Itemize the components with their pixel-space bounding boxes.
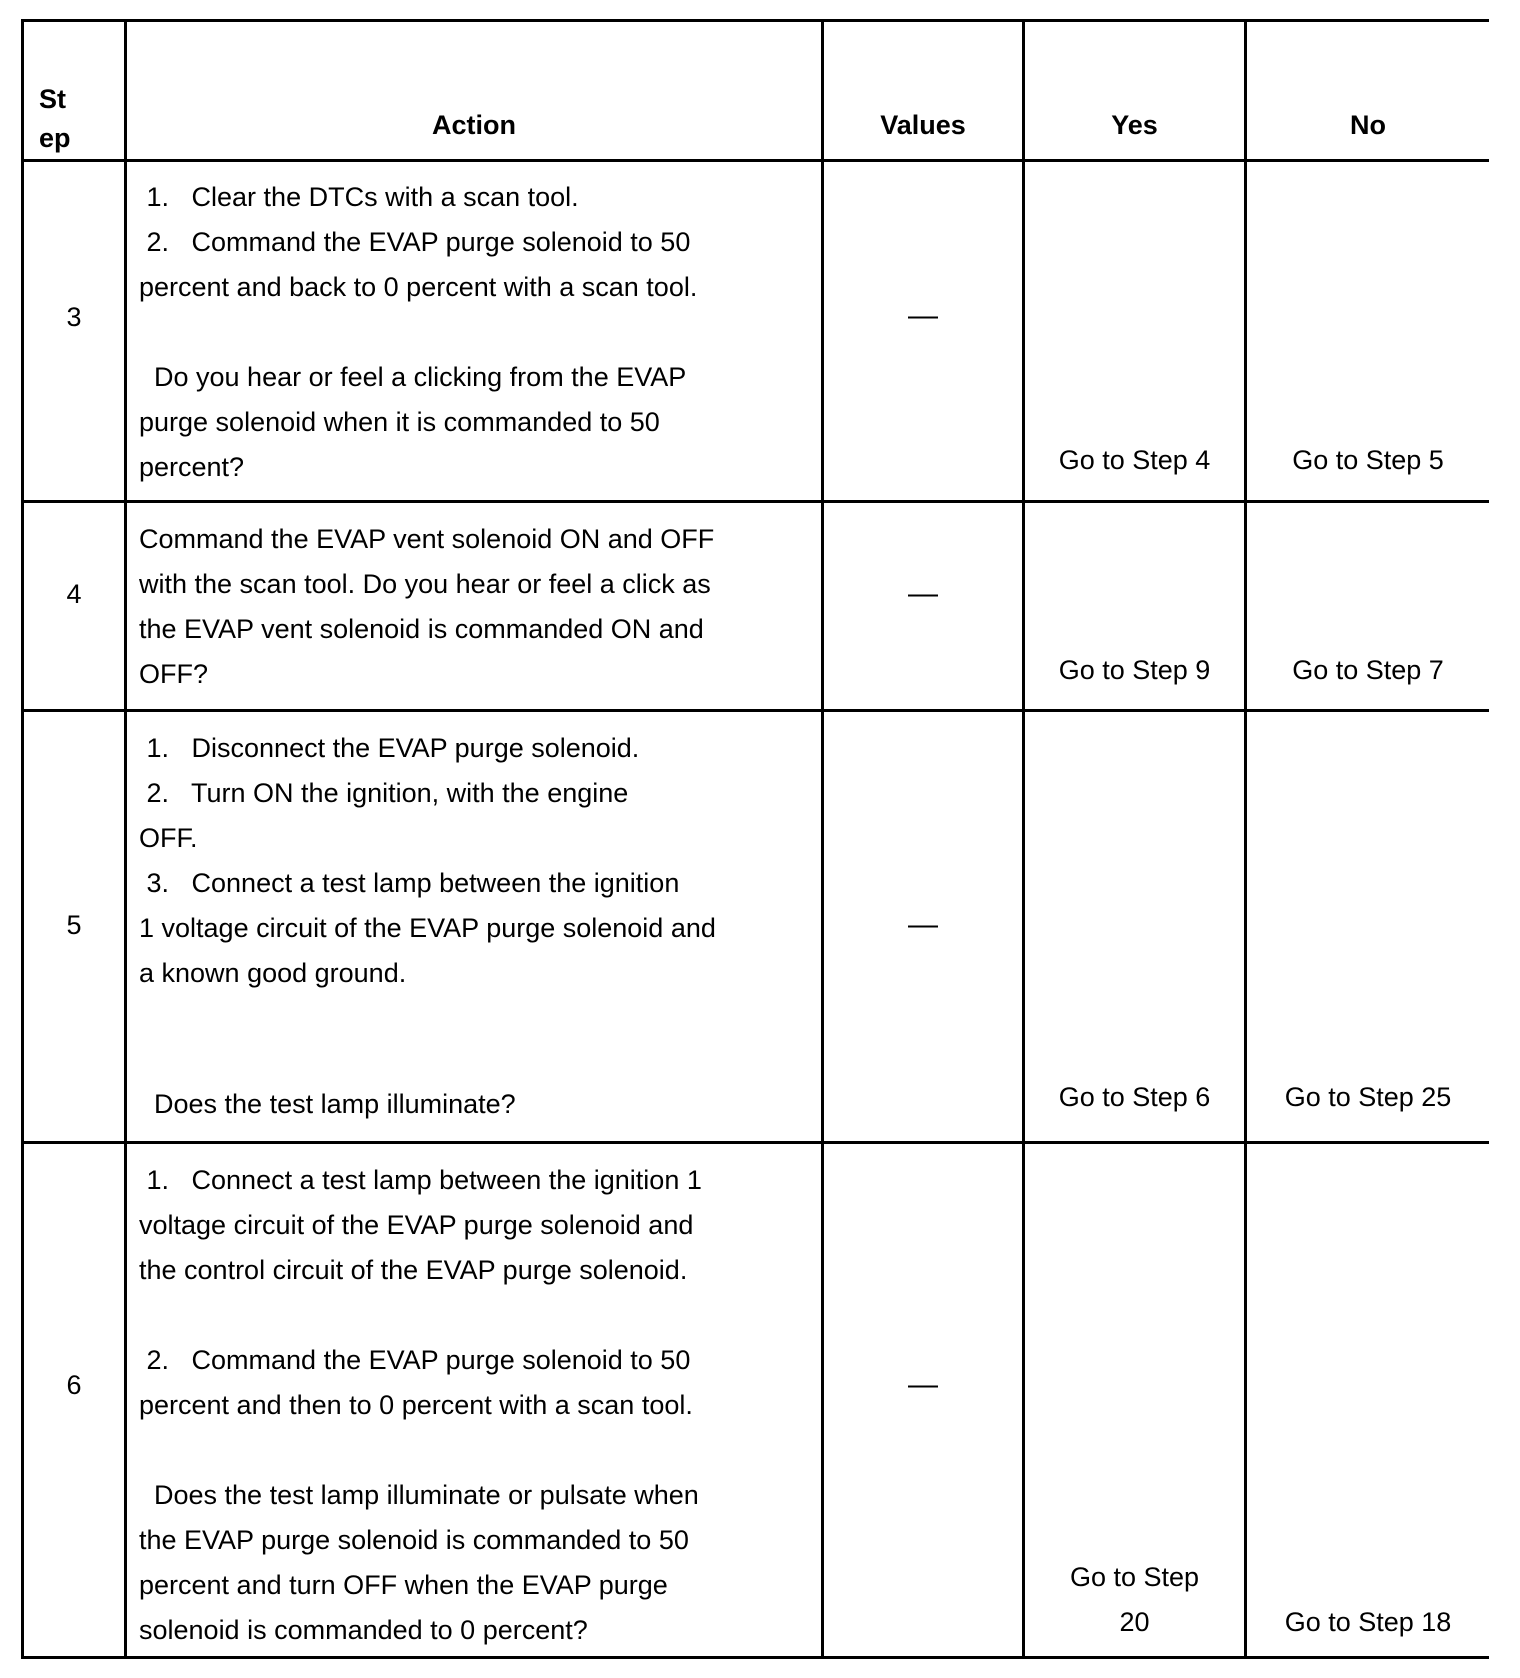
no-link[interactable]: Go to Step 18 xyxy=(1284,1607,1452,1637)
yes-link[interactable]: Go to Step 9 xyxy=(1058,655,1211,685)
value-dash: — xyxy=(908,908,938,941)
diagnostic-table xyxy=(21,19,1489,1659)
yes-cell xyxy=(1025,712,1247,1141)
step-number: 5 xyxy=(66,910,82,940)
step-cell xyxy=(24,1144,127,1659)
values-cell xyxy=(824,712,1025,1141)
step-number: 4 xyxy=(66,579,82,609)
action-cell xyxy=(127,162,824,500)
header-yes-cell xyxy=(1025,22,1247,159)
action-cell xyxy=(127,503,824,709)
yes-cell xyxy=(1025,162,1247,500)
table-row xyxy=(24,503,1489,712)
values-cell xyxy=(824,503,1025,709)
values-cell xyxy=(824,162,1025,500)
no-link[interactable]: Go to Step 25 xyxy=(1284,1082,1452,1112)
step-cell xyxy=(24,712,127,1141)
header-step: St ep xyxy=(39,84,71,153)
table-row xyxy=(24,162,1489,503)
values-cell xyxy=(824,1144,1025,1659)
no-link[interactable]: Go to Step 5 xyxy=(1292,445,1444,475)
value-dash: — xyxy=(908,1368,938,1401)
action-cell xyxy=(127,712,824,1141)
table-row xyxy=(24,1144,1489,1659)
header-action-cell xyxy=(127,22,824,159)
table-header-row xyxy=(24,22,1489,162)
yes-link[interactable]: Go to Step 4 xyxy=(1058,445,1211,475)
yes-link[interactable]: Go to Step 20 xyxy=(1069,1562,1200,1637)
header-values: Values xyxy=(880,110,966,140)
header-no: No xyxy=(1350,110,1386,140)
action-text: 1. Connect a test lamp between the ignition 1 voltage circuit of the EVAP purge solenoid and the control circuit of the EVAP purge solenoid. 2. Command the EVAP purge solenoid to 50 percent and then to 0 percent with a scan tool. Does the test lamp illuminate or pulsate when the EVAP purge solenoid is commanded to 50 percent and turn OFF when the EVAP purge solenoid is commanded to 0 percent? xyxy=(139,1165,702,1645)
value-dash: — xyxy=(908,577,938,610)
no-cell xyxy=(1247,503,1489,709)
header-yes: Yes xyxy=(1111,110,1158,140)
header-step-cell xyxy=(24,22,127,159)
no-link[interactable]: Go to Step 7 xyxy=(1292,655,1444,685)
action-text: Command the EVAP vent solenoid ON and OFF with the scan tool. Do you hear or feel a click as the EVAP vent solenoid is commanded ON and OFF? xyxy=(139,524,715,689)
step-cell xyxy=(24,503,127,709)
step-number: 6 xyxy=(66,1370,82,1400)
step-number: 3 xyxy=(66,302,82,332)
step-cell xyxy=(24,162,127,500)
table-row xyxy=(24,712,1489,1144)
header-action: Action xyxy=(432,110,516,140)
no-cell xyxy=(1247,1144,1489,1659)
yes-link[interactable]: Go to Step 6 xyxy=(1058,1082,1211,1112)
value-dash: — xyxy=(908,299,938,332)
action-cell xyxy=(127,1144,824,1659)
action-text: 1. Disconnect the EVAP purge solenoid. 2. Turn ON the ignition, with the engine OFF. 3. Connect a test lamp between the ignition 1 voltage circuit of the EVAP purge solenoid and a known good ground. Does the test lamp illuminate? xyxy=(139,733,716,1119)
no-cell xyxy=(1247,162,1489,500)
no-cell xyxy=(1247,712,1489,1141)
yes-cell xyxy=(1025,503,1247,709)
header-values-cell xyxy=(824,22,1025,159)
header-no-cell xyxy=(1247,22,1489,159)
action-text: 1. Clear the DTCs with a scan tool. 2. Command the EVAP purge solenoid to 50 percent and back to 0 percent with a scan tool. Do you hear or feel a clicking from the EVAP purge solenoid when it is commanded to 50 percent? xyxy=(139,182,698,482)
yes-cell xyxy=(1025,1144,1247,1659)
